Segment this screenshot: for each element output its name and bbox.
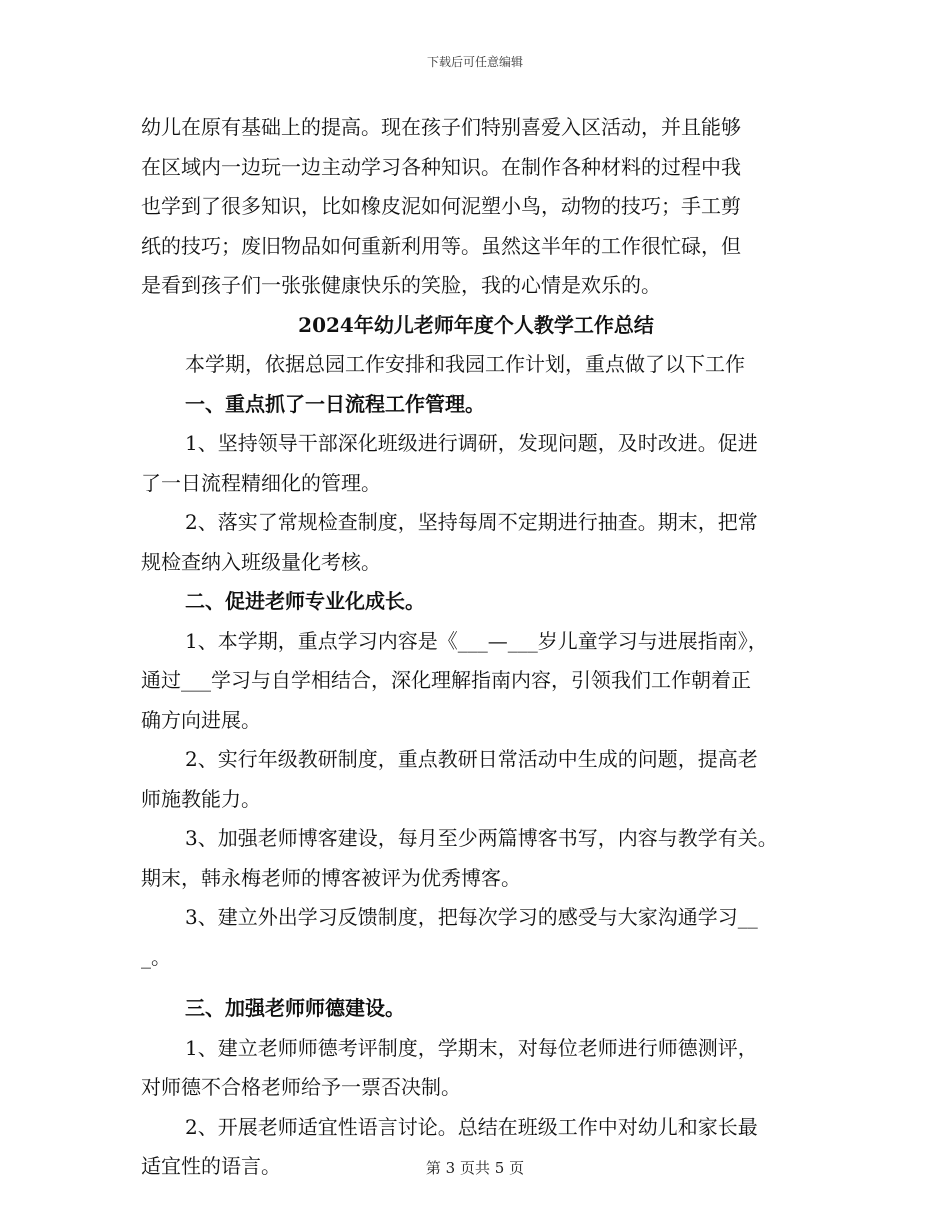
paragraph-line: 通过___学习与自学相结合，深化理解指南内容，引领我们工作朝着正 xyxy=(141,668,751,692)
section-heading: 一、重点抓了一日流程工作管理。 xyxy=(185,391,485,416)
paragraph-line: 规检查纳入班级量化考核。 xyxy=(141,549,381,574)
paragraph-line: _。 xyxy=(141,944,171,969)
paragraph-line: 2、开展老师适宜性语言讨论。总结在班级工作中对幼儿和家长最 xyxy=(185,1114,758,1139)
paragraph-line: 2、实行年级教研制度，重点教研日常活动中生成的问题，提高老 xyxy=(185,747,758,771)
paragraph-line: 师施教能力。 xyxy=(141,786,261,811)
section-heading: 三、加强老师师德建设。 xyxy=(185,996,405,1020)
page-header: 下载后可任意编辑 xyxy=(426,55,523,69)
paragraph-line: 3、加强老师博客建设，每月至少两篇博客书写，内容与教学有关。 xyxy=(185,826,778,850)
paragraph-line: 3、建立外出学习反馈制度，把每次学习的感受与大家沟通学习__ xyxy=(185,905,758,929)
document-title: 2024年幼儿老师年度个人教学工作总结 xyxy=(298,312,654,337)
paragraph-line: 期末，韩永梅老师的博客被评为优秀博客。 xyxy=(141,865,521,890)
document-body xyxy=(141,108,811,1187)
section-heading: 二、促进老师专业化成长。 xyxy=(185,589,425,613)
paragraph-line: 1、建立老师师德考评制度，学期末，对每位老师进行师德测评， xyxy=(185,1035,758,1060)
paragraph-line: 1、坚持领导干部深化班级进行调研，发现问题，及时改进。促进 xyxy=(185,431,758,455)
paragraph-line: 对师德不合格老师给予一票否决制。 xyxy=(141,1075,461,1099)
paragraph-line: 本学期，依据总园工作安排和我园工作计划，重点做了以下工作 xyxy=(185,352,745,376)
paragraph-line: 适宜性的语言。 xyxy=(141,1154,281,1178)
paragraph-line: 在区域内一边玩一边主动学习各种知识。在制作各种材料的过程中我 xyxy=(141,154,741,179)
paragraph-line: 了一日流程精细化的管理。 xyxy=(141,470,381,495)
paragraph-line: 也学到了很多知识，比如橡皮泥如何泥塑小鸟，动物的技巧；手工剪 xyxy=(141,194,741,218)
page-footer: 第 3 页共 5 页 xyxy=(425,1159,525,1177)
paragraph-line: 2、落实了常规检查制度，坚持每周不定期进行抽查。期末，把常 xyxy=(185,510,758,534)
paragraph-line: 1、本学期，重点学习内容是《___—___岁儿童学习与进展指南》， xyxy=(185,628,768,653)
paragraph-line: 纸的技巧；废旧物品如何重新利用等。虽然这半年的工作很忙碌，但 xyxy=(141,233,741,258)
paragraph-line: 幼儿在原有基础上的提高。现在孩子们特别喜爱入区活动，并且能够 xyxy=(141,115,741,139)
paragraph-line: 确方向进展。 xyxy=(141,707,261,732)
spacer xyxy=(141,977,811,989)
paragraph-line: 是看到孩子们一张张健康快乐的笑脸，我的心情是欢乐的。 xyxy=(141,273,661,297)
